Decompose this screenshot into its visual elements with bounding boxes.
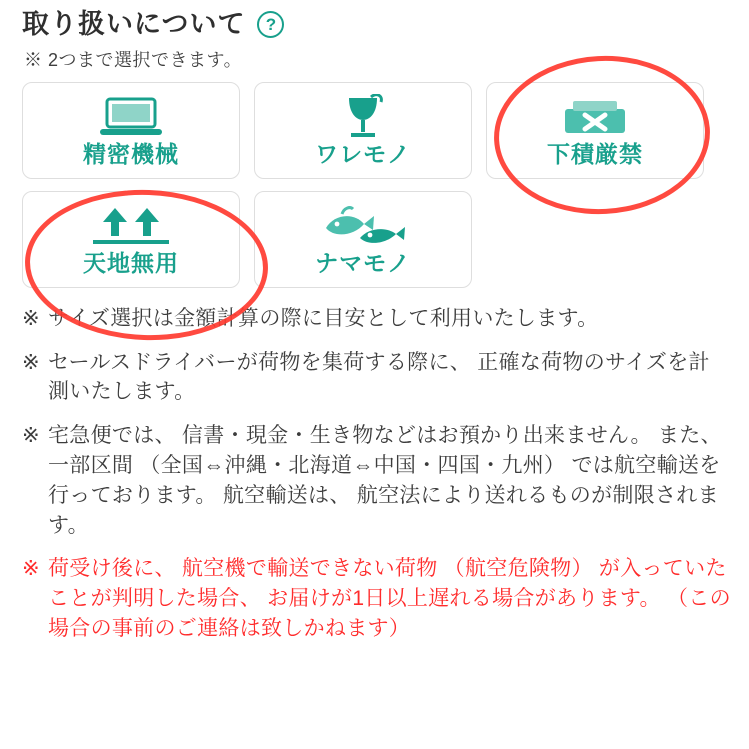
note-text: 宅急便では、 信書・現金・生き物などはお預かり出来ません。 また、 一部区間 （全国⇔沖縄・北海道⇔中国・四国・九州） では航空輸送を行っております。 航空輸送は、 航空法により送れるものが制限されます。 bbox=[48, 424, 722, 537]
selection-limit-note: ※ 2つまで選択できます。 bbox=[24, 49, 243, 70]
this-side-up-arrows-icon bbox=[85, 204, 177, 248]
option-label: ワレモノ bbox=[315, 140, 411, 167]
page-title: 取り扱いについて bbox=[22, 9, 246, 39]
option-card-this-side-up[interactable] bbox=[22, 191, 240, 288]
note-size-selection bbox=[22, 304, 731, 334]
fish-icon bbox=[320, 204, 406, 248]
bullet-mark: ※ bbox=[22, 557, 40, 581]
wine-glass-icon bbox=[337, 95, 389, 139]
handling-option-grid bbox=[22, 82, 731, 288]
laptop-icon bbox=[98, 95, 164, 139]
no-stack-box-icon bbox=[557, 95, 633, 139]
option-label: 下積厳禁 bbox=[547, 140, 643, 167]
page-header bbox=[22, 10, 731, 40]
option-label: 天地無用 bbox=[83, 249, 179, 276]
note-text: サイズ選択は金額計算の際に目安として利用いたします。 bbox=[48, 306, 599, 330]
bullet-mark: ※ bbox=[22, 306, 40, 330]
bullet-mark: ※ bbox=[22, 350, 40, 374]
note-air-hazard-warning bbox=[22, 554, 731, 643]
option-card-precision-machine[interactable] bbox=[22, 82, 240, 179]
option-card-do-not-stack[interactable] bbox=[486, 82, 704, 179]
bullet-mark: ※ bbox=[22, 424, 40, 448]
option-card-perishable[interactable] bbox=[254, 191, 472, 288]
note-driver-measurement bbox=[22, 348, 731, 408]
note-text: 荷受け後に、 航空機で輸送できない荷物 （航空危険物） が入っていたことが判明した場合、 お届けが1日以上遅れる場合があります。 （この場合の事前のご連絡は致しかねます） bbox=[48, 557, 731, 640]
option-card-fragile[interactable] bbox=[254, 82, 472, 179]
note-prohibited-items bbox=[22, 421, 731, 540]
help-icon[interactable]: ? bbox=[257, 11, 284, 38]
option-label: 精密機械 bbox=[83, 140, 179, 167]
option-label: ナマモノ bbox=[315, 249, 411, 276]
note-text: セールスドライバーが荷物を集荷する際に、 正確な荷物のサイズを計測いたします。 bbox=[48, 350, 710, 404]
